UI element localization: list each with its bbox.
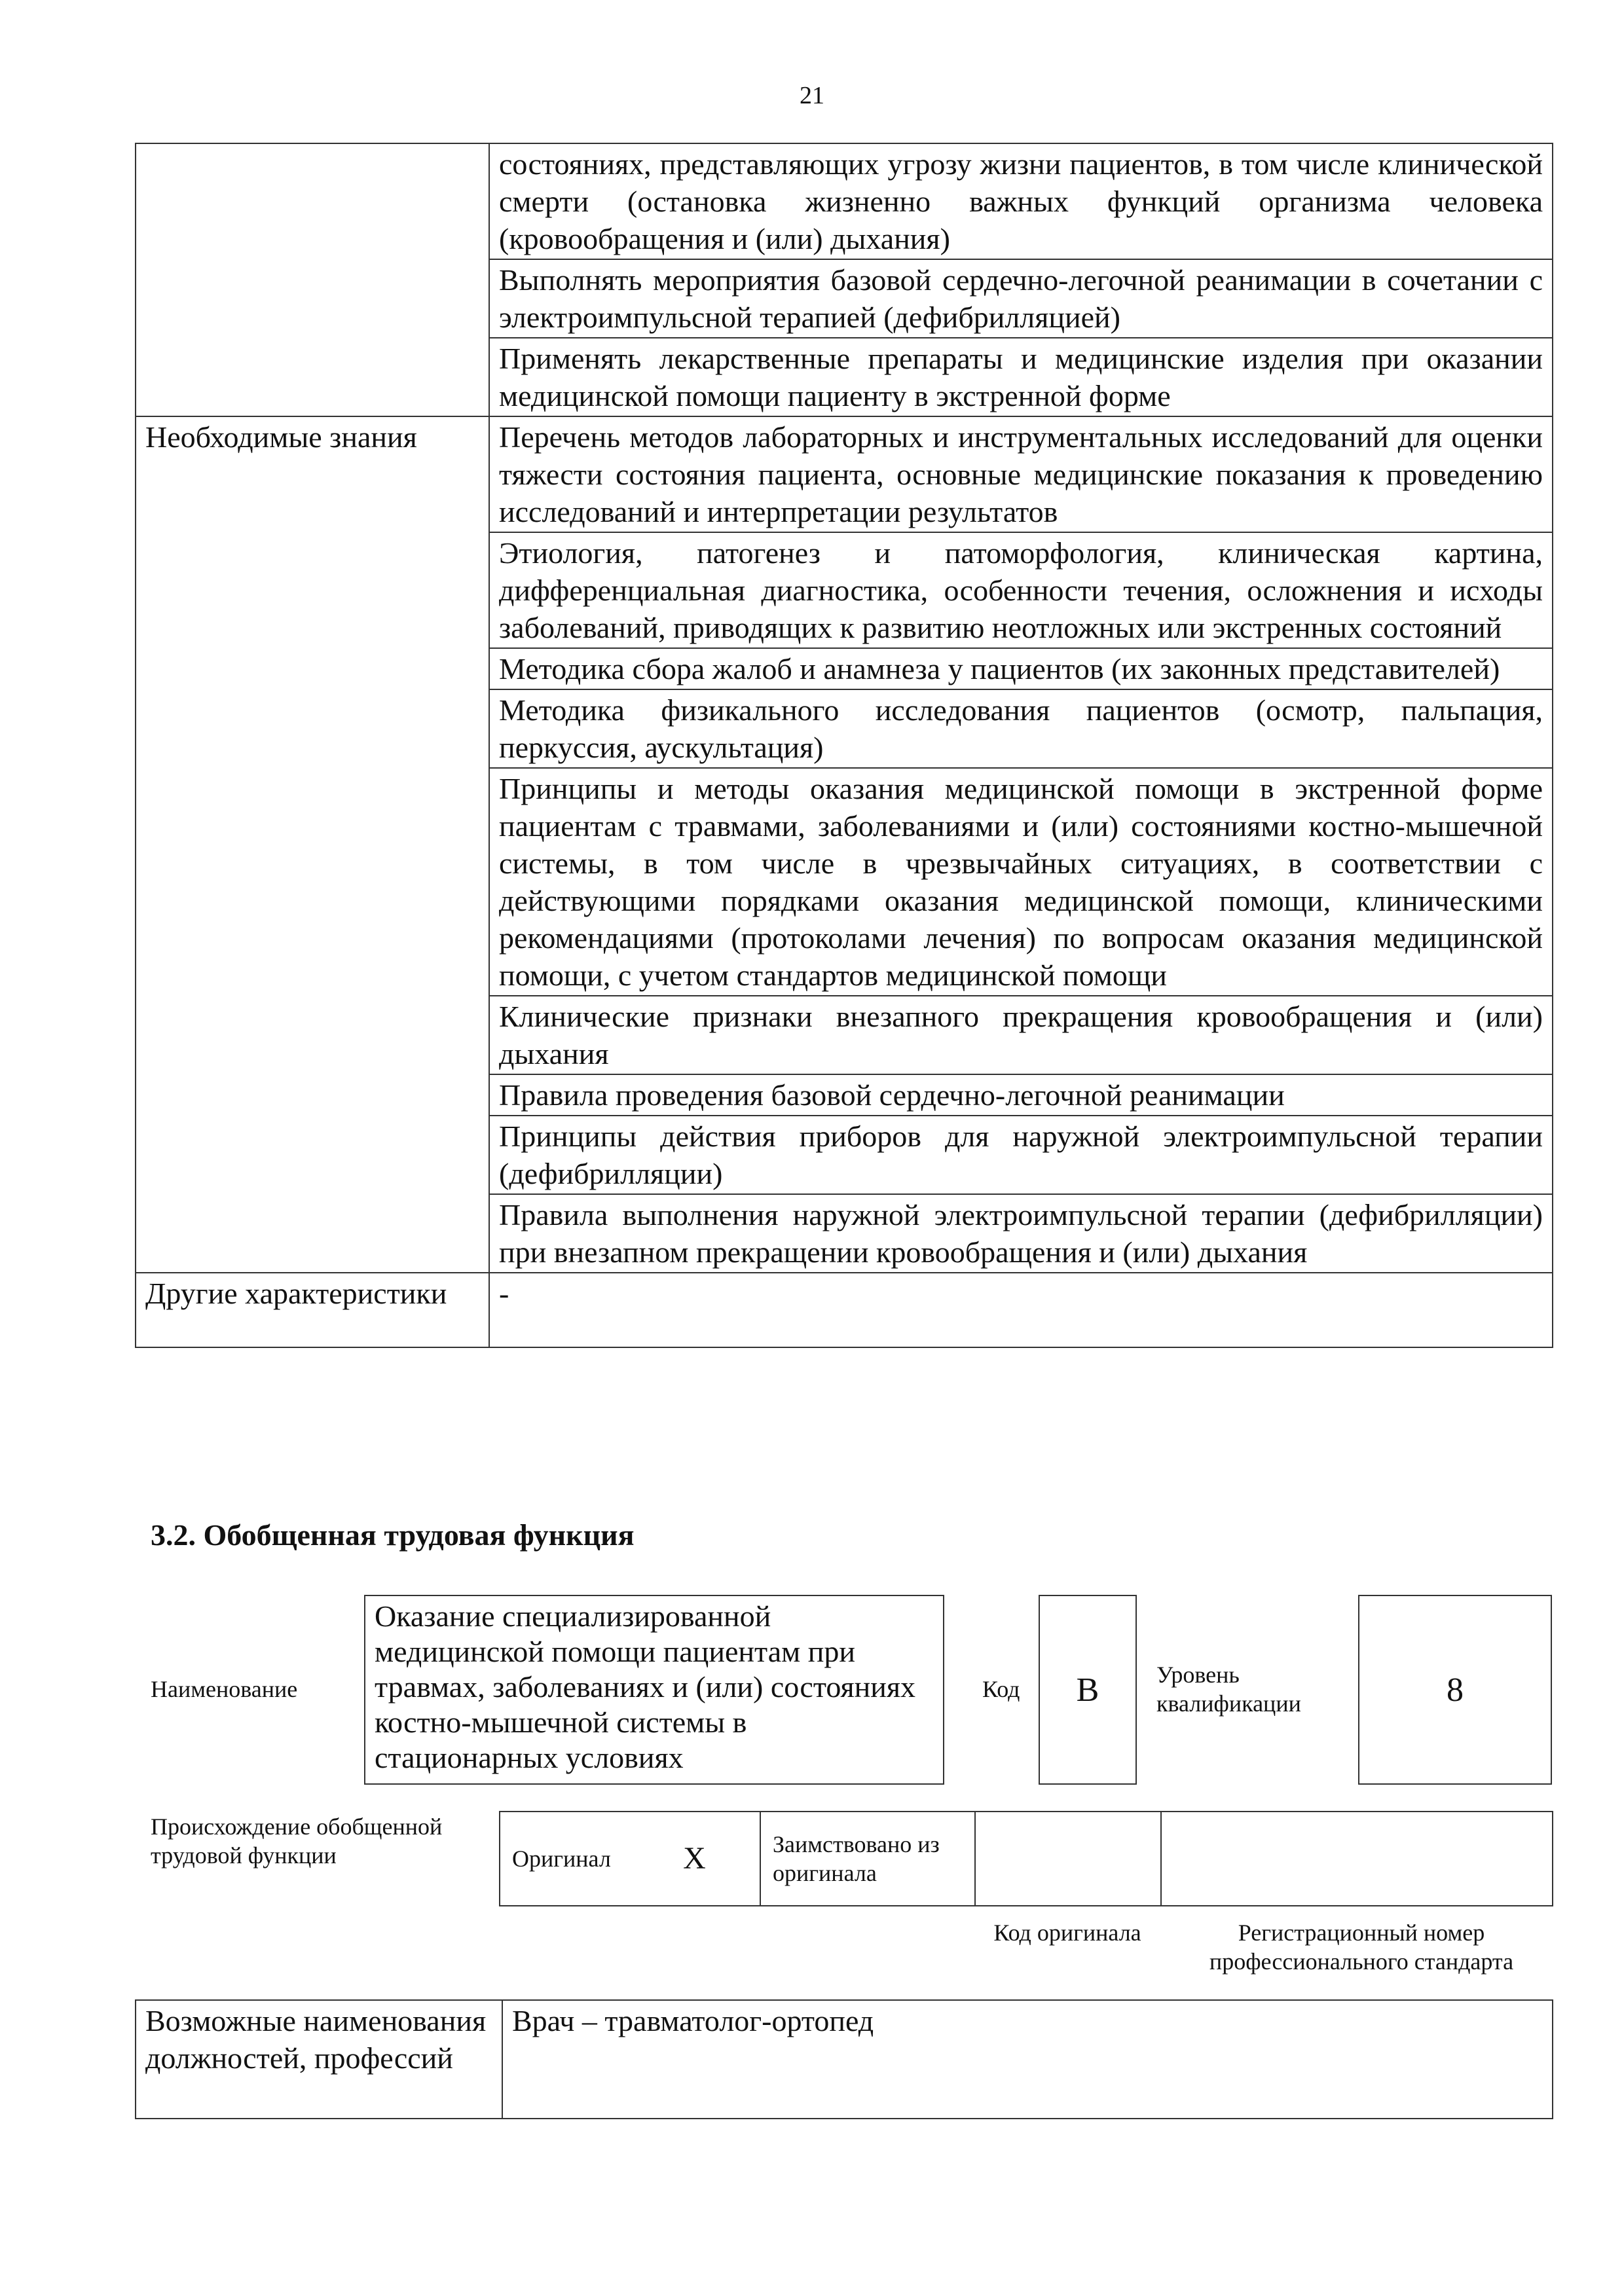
table-row: Принципы и методы оказания медицинской помощи в экстренной форме пациентам с травмами, заболеваниями и (или) состояниями костно-мышечной системы, в том числе в чрезвычайных ситуациях, в соответствии с действующими порядками оказания медицинской помощи, клиническими рекомендациями (протоколами лечения) по вопросам оказания медицинской помощи, с учетом стандартов медицинской помощи xyxy=(489,768,1553,996)
table-row: Применять лекарственные препараты и медицинские изделия при оказании медицинской помощи пациенту в экстренной форме xyxy=(489,338,1553,416)
knowledge-label: Необходимые знания xyxy=(136,416,489,1273)
empty-label-cell xyxy=(136,143,489,416)
level-value-box: 8 xyxy=(1358,1595,1552,1785)
other-characteristics-value: - xyxy=(489,1273,1553,1347)
table-row: Методика физикального исследования пациентов (осмотр, пальпация, перкуссия, аускультация) xyxy=(489,689,1553,768)
table-row: Методика сбора жалоб и анамнеза у пациентов (их законных представителей) xyxy=(489,648,1553,689)
positions-label: Возможные наименования должностей, профессий xyxy=(136,2000,502,2119)
table-row: Перечень методов лабораторных и инструментальных исследований для оценки тяжести состояния пациента, основные медицинские показания к проведению исследований и интерпретации результатов xyxy=(489,416,1553,532)
page-number: 21 xyxy=(800,82,824,109)
code-value-box: B xyxy=(1039,1595,1137,1785)
name-label: Наименование xyxy=(151,1676,298,1702)
table-row: Правила проведения базовой сердечно-легочной реанимации xyxy=(489,1074,1553,1116)
positions-value: Врач – травматолог-ортопед xyxy=(502,2000,1553,2119)
table-row: Выполнять мероприятия базовой сердечно-легочной реанимации в сочетании с электроимпульсной терапией (дефибрилляцией) xyxy=(489,259,1553,338)
table-row: Этиология, патогенез и патоморфология, клиническая картина, дифференциальная диагностика, особенности течения, осложнения и исходы заболеваний, приводящих к развитию неотложных или экстренных состояний xyxy=(489,532,1553,648)
section-heading: 3.2. Обобщенная трудовая функция xyxy=(151,1518,635,1552)
function-name-box: Оказание специализированной медицинской помощи пациентам при травмах, заболеваниях и (или) состояниях костно-мышечной системы в стационарных условиях xyxy=(364,1595,944,1785)
table-row: состояниях, представляющих угрозу жизни пациентов, в том числе клинической смерти (остановка жизненно важных функций организма человека (кровообращения и (или) дыхания) xyxy=(489,143,1553,259)
table-row: Клинические признаки внезапного прекращения кровообращения и (или) дыхания xyxy=(489,996,1553,1074)
knowledge-table xyxy=(135,143,1553,1348)
code-label: Код xyxy=(982,1676,1020,1702)
other-characteristics-label: Другие характеристики xyxy=(136,1273,489,1347)
origin-label: Происхождение обобщенной трудовой функции xyxy=(151,1813,443,1868)
code-caption: Код оригинала xyxy=(993,1920,1141,1946)
original-code-cell xyxy=(975,1812,1161,1906)
borrowed-label: Заимствовано из оригинала xyxy=(760,1812,975,1906)
origin-table xyxy=(499,1811,1553,1906)
positions-table xyxy=(135,1999,1553,2119)
registration-caption: Регистрационный номер профессионального стандарта xyxy=(1209,1920,1514,1975)
original-mark: X xyxy=(629,1812,760,1906)
original-label: Оригинал xyxy=(500,1812,629,1906)
level-label: Уровень квалификации xyxy=(1156,1662,1301,1717)
table-row: Принципы действия приборов для наружной электроимпульсной терапии (дефибрилляции) xyxy=(489,1116,1553,1194)
table-row: Правила выполнения наружной электроимпульсной терапии (дефибрилляции) при внезапном прекращении кровообращения и (или) дыхания xyxy=(489,1194,1553,1273)
registration-number-cell xyxy=(1161,1812,1553,1906)
